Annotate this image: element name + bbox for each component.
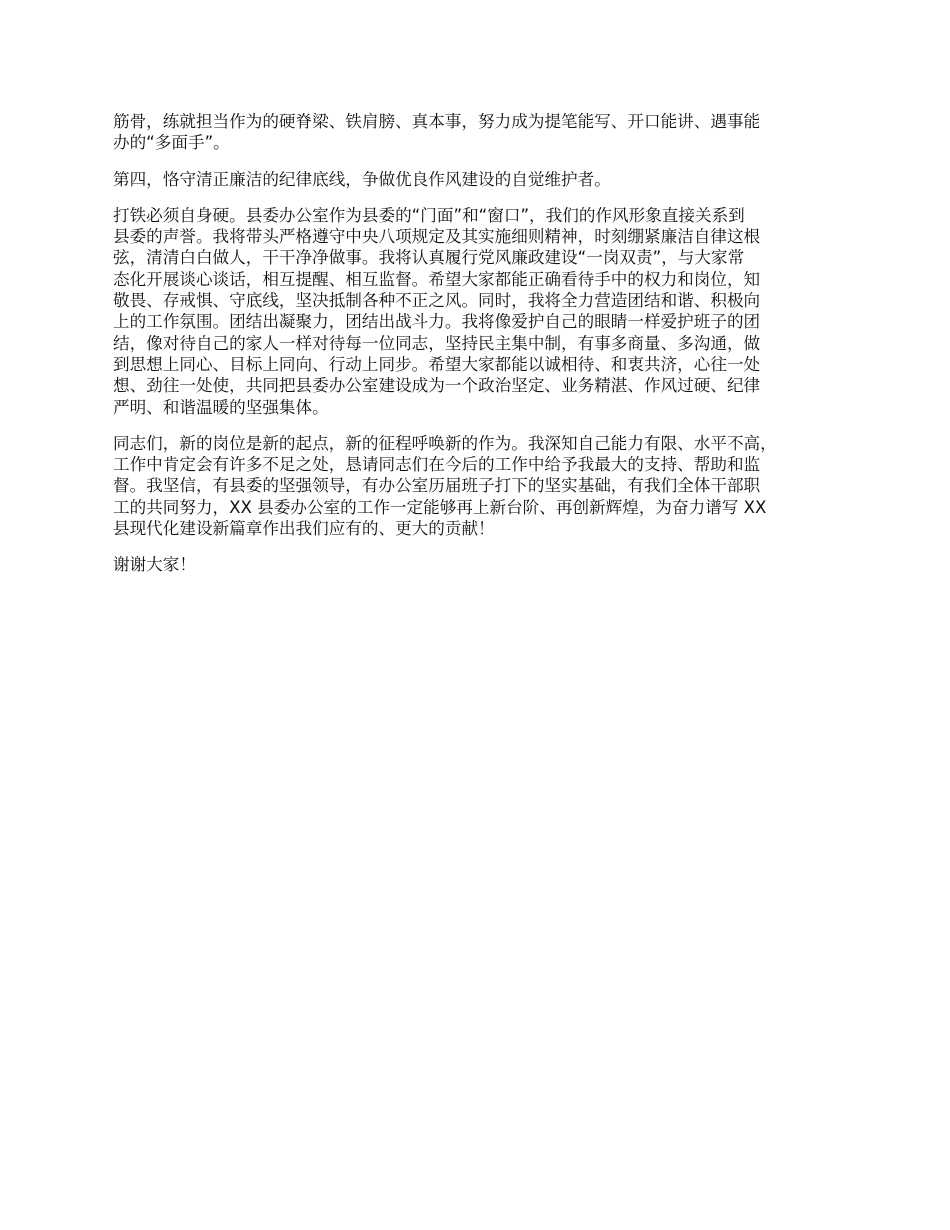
text-line: 想、劲往一处使，共同把县委办公室建设成为一个政治坚定、业务精湛、作风过硬、纪律 [113,376,761,396]
closing-thanks [113,554,858,575]
text-line: 弦，清清白白做人，干干净净做事。我将认真履行党风廉政建设“一岗双责”，与大家常 [113,248,745,268]
text-line: 工作中肯定会有许多不足之处，恳请同志们在今后的工作中给予我最大的支持、帮助和监 [113,455,761,475]
text-line: 打铁必须自身硬。县委办公室作为县委的“门面”和“窗口”，我们的作风形象直接关系到 [113,205,745,225]
text-line: 到思想上同心、目标上同向、行动上同步。希望大家都能以诚相待、和衷共济，心往一处 [113,354,761,374]
text-line: 县委的声誉。我将带头严格遵守中央八项规定及其实施细则精神，时刻绷紧廉洁自律这根 [113,227,761,247]
text-line: 工的共同努力，XX 县委办公室的工作一定能够再上新台阶、再创新辉煌，为奋力谱写 XX [113,497,767,517]
text-line: 态化开展谈心谈话，相互提醒、相互监督。希望大家都能正确看待手中的权力和岗位，知 [113,269,761,289]
section-heading-fourth [113,169,858,190]
text-line: 第四，恪守清正廉洁的纪律底线，争做优良作风建设的自觉维护者。 [113,169,611,189]
text-line: 谢谢大家！ [113,555,196,575]
text-line: 筋骨，练就担当作为的硬脊梁、铁肩膀、真本事，努力成为提笔能写、开口能讲、遇事能 [113,112,761,131]
text-line: 上的工作氛围。团结出凝聚力，团结出战斗力。我将像爱护自己的眼睛一样爱护班子的团 [113,312,761,332]
text-line: 县现代化建设新篇章作出我们应有的、更大的贡献！ [113,519,495,539]
text-line: 严明、和谐温暖的坚强集体。 [113,397,329,417]
text-line: 办的“多面手”。 [113,133,230,153]
paragraph-continuation [113,111,858,154]
text-line: 同志们，新的岗位是新的起点，新的征程呼唤新的作为。我深知自己能力有限、水平不高， [113,433,777,453]
paragraph-conclusion [113,433,858,539]
paragraph-integrity [113,205,858,418]
text-line: 结，像对待自己的家人一样对待每一位同志，坚持民主集中制，有事多商量、多沟通，做 [113,333,761,353]
document-page [113,111,858,591]
text-line: 敬畏、存戒惧、守底线，坚决抵制各种不正之风。同时，我将全力营造团结和谐、积极向 [113,291,761,311]
text-line: 督。我坚信，有县委的坚强领导，有办公室历届班子打下的坚实基础，有我们全体干部职 [113,476,761,496]
